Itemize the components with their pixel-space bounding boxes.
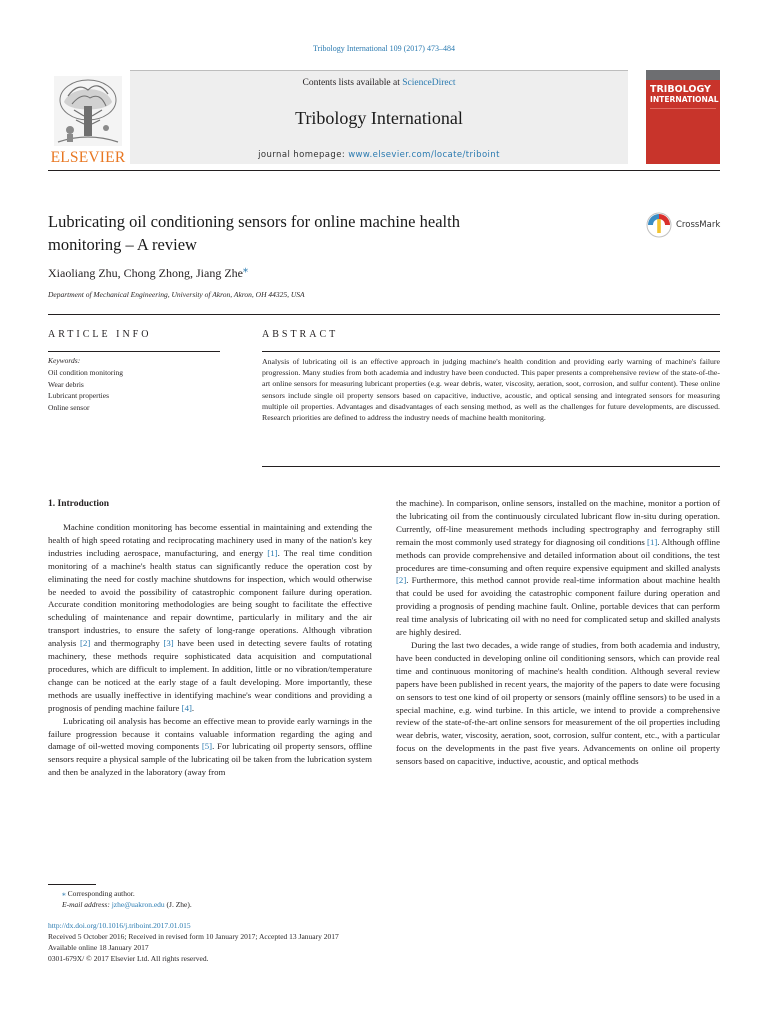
text-run: . xyxy=(191,702,195,713)
journal-cover-image[interactable] xyxy=(646,70,720,164)
article-info-heading: ARTICLE INFO xyxy=(48,329,152,340)
sciencedirect-link[interactable]: ScienceDirect xyxy=(402,78,456,88)
homepage-line xyxy=(130,150,628,160)
text-run: and thermography xyxy=(90,638,164,649)
elsevier-wordmark: ELSEVIER xyxy=(50,149,126,166)
footnote-text: Corresponding author. xyxy=(65,889,135,898)
header-rule xyxy=(48,170,720,171)
text-run: Lubricating oil analysis has become an effective mean to provide early warnings in the failure progression because it contains valuable information regarding the aging and damage of oil-wetted moving components xyxy=(48,715,372,752)
article-info-rule xyxy=(48,351,220,352)
text-run: . Although offline methods can provide comprehensive and detailed information about oil conditions, the test procedures are time-consuming and often require expensive equipment and skilled analysts xyxy=(396,536,720,573)
email-line xyxy=(48,899,192,910)
keyword-item: Online sensor xyxy=(48,402,90,412)
corresponding-author-note xyxy=(48,888,192,899)
footnote-mark: ⁎ xyxy=(62,889,66,898)
citation-link[interactable]: [4] xyxy=(181,702,192,713)
paragraph xyxy=(48,521,372,715)
text-run: have been used in detecting severe faults of rotating machinery, these methods require sophisticated data acquisition and computational procedures, which are difficult to implement. In addition, little or no vibration/temperature change can be noticed at the early stage of a fault developing. More importantly, these methods are usually ineffective in identifying machine's wear conditions and providing a prognosis of pending machine failure xyxy=(48,638,372,713)
email-link[interactable]: jzhe@uakron.edu xyxy=(111,900,165,909)
keyword-item: Wear debris xyxy=(48,379,84,389)
paragraph: During the last two decades, a wide range of studies, from both academia and industry, have been conducted in developing online oil conditioning sensors, which can provide real time and continuous monitoring of machine's health condition. Although several review papers have been published in recent years, the majority of the papers to date were focusing on sensors to test one kind of oil property or sensors (mainly offline sensors) to be used in a special machine, e.g. wind turbine. In this article, we intend to provide a comprehensive review of the state-of-the-art online sensors for measurement of the oil properties including wear debris, water, viscosity, aeration, soot, corrosion, sulfur content, etc., with a particular focus on the developments in the past five years. Advancements on online oil property sensors based on capacitive, inductive, acoustic, and optical methods xyxy=(396,639,720,767)
citation-link[interactable]: [5] xyxy=(201,741,213,752)
cover-top-strip xyxy=(646,70,720,80)
available-online: Available online 18 January 2017 xyxy=(48,943,149,952)
keyword-item: Oil condition monitoring xyxy=(48,368,123,377)
section-heading-introduction: 1. Introduction xyxy=(48,499,110,509)
abstract-heading: ABSTRACT xyxy=(262,329,339,340)
keywords-label: Keywords: xyxy=(48,356,81,365)
right-column xyxy=(396,497,720,768)
crossmark-badge[interactable] xyxy=(646,212,726,240)
text-run: . Furthermore, this method cannot provide real-time information about machine health that could be used for avoiding the catastrophic component failure during operation and providing a prognosis of pending machine fault. Online, portable devices that can perform real time analysis of lubricating oil with no need for complicated setup and skilled analysts are highly desired. xyxy=(396,575,720,638)
abstract-text: Analysis of lubricating oil is an effective approach in judging machine's health condition and providing early warning of machine's failure progression. Many studies from both academia and industry have been conducted. This paper presents a comprehensive review of the state-of-the-art online sensors for measuring lubricant properties (e.g. wear debris, water, viscosity, aeration, soot, corrosion, and sulfur content). These online sensors include single oil property sensors based on capacitive, inductive, acoustic, and optical sensing and integrated sensors for measuring multiple oil properties. Advantages and disadvantages of each sensing method, as well as the challenges for future developments, are discussed. Research priorities are defined to address the industry needs of machine health monitoring. xyxy=(262,357,720,423)
crossmark-icon xyxy=(646,212,672,238)
citation-link[interactable]: [2] xyxy=(396,575,407,586)
abstract-rule-bottom xyxy=(262,466,720,467)
footnote-block xyxy=(48,888,192,910)
email-suffix: (J. Zhe). xyxy=(164,900,192,909)
text-run: Machine condition monitoring has become essential in maintaining and extending the health of high speed rotating and reciprocating machinery used in many of the nation's key industries including aerospace, manufacturing, and energy xyxy=(48,522,372,558)
abstract-rule-top xyxy=(262,351,720,352)
paragraph xyxy=(48,715,372,780)
keyword-item: Lubricant properties xyxy=(48,391,110,400)
left-column xyxy=(48,521,372,779)
journal-citation[interactable]: Tribology International 109 (2017) 473–484 xyxy=(313,44,455,53)
citation-link[interactable]: [3] xyxy=(163,638,174,649)
title-line-2: monitoring – A review xyxy=(48,235,197,254)
citation-link[interactable]: [1] xyxy=(267,547,278,558)
paragraph xyxy=(396,497,720,639)
text-run: the machine). In comparison, online sensors, installed on the machine, monitor a portion of the lubricating oil from the continuously circulated lubricant flow in-situ during operation. Currently, off-line measurement methods including spectrography and ferrography still remain the most commonly used strategy for diagnosing oil conditions xyxy=(396,498,720,547)
authors xyxy=(48,264,248,281)
article-meta xyxy=(48,920,339,964)
author-names: Xiaoliang Zhu, Chong Zhong, Jiang Zhe xyxy=(48,266,243,280)
citation-link[interactable]: [1] xyxy=(647,536,658,547)
keywords-list xyxy=(48,367,123,413)
article-title xyxy=(48,210,608,256)
homepage-label: journal homepage: xyxy=(258,150,349,160)
contents-prefix: Contents lists available at xyxy=(302,78,403,88)
text-run: . The real time condition monitoring of a machine's health status can significantly reduce the operation cost by eliminating the need for costly machine shutdowns for inspection, which would otherwise be needed to avoid the possibility of catastrophic component failure during operation. Accurate condition monitoring methodologies are being sought to facilitate the effective scheduling of maintenance and repair downtime, particularly in military and the air transport industries, to ensure the safety of long-range operations. Although vibration analysis xyxy=(48,547,372,649)
email-label: E-mail address: xyxy=(62,900,112,909)
footnote-rule xyxy=(48,884,96,885)
text-run: . For lubricating oil property sensors, offline sensors require a physical sample of the lubricating oil be taken from the lubrication system and then be analyzed in the laboratory (away from xyxy=(48,741,373,778)
journal-name: Tribology International xyxy=(295,108,463,128)
citation-link[interactable]: [2] xyxy=(80,638,91,649)
received-dates: Received 5 October 2016; Received in revised form 10 January 2017; Accepted 13 January 2017 xyxy=(48,932,339,941)
title-line-1: Lubricating oil conditioning sensors for online machine health xyxy=(48,212,460,231)
cover-title-line2: INTERNATIONAL xyxy=(650,95,719,104)
cover-title-line1: TRIBOLOGY xyxy=(650,84,711,95)
homepage-link[interactable]: www.elsevier.com/locate/triboint xyxy=(348,150,500,160)
contents-line xyxy=(130,78,628,88)
crossmark-label: CrossMark xyxy=(676,220,721,230)
doi-link[interactable]: http://dx.doi.org/10.1016/j.triboint.2017.01.015 xyxy=(48,921,191,930)
copyright: 0301-679X/ © 2017 Elsevier Ltd. All rights reserved. xyxy=(48,954,209,963)
cover-body xyxy=(650,108,716,160)
affiliation: Department of Mechanical Engineering, University of Akron, Akron, OH 44325, USA xyxy=(48,290,305,299)
corresponding-author-mark[interactable]: ⁎ xyxy=(242,264,248,275)
section-rule xyxy=(48,314,720,315)
